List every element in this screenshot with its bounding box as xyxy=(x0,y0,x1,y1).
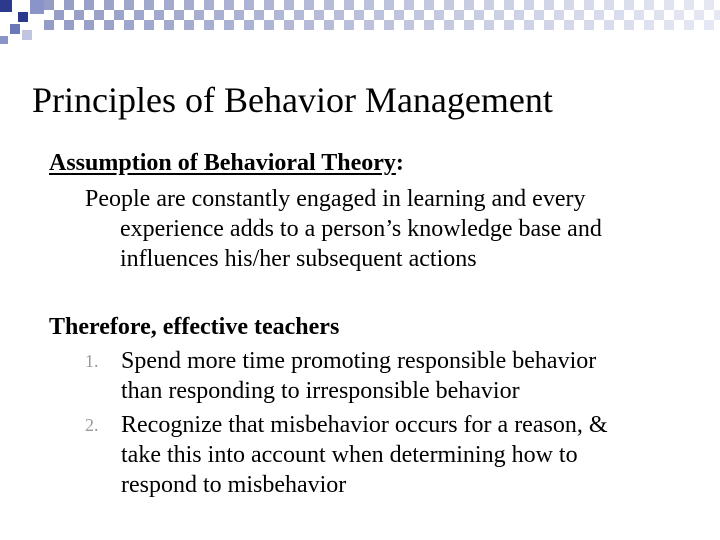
decorative-header-band xyxy=(0,0,720,50)
paragraph-line: People are constantly engaged in learning and every xyxy=(85,186,586,212)
assumption-paragraph xyxy=(85,184,685,274)
list-item xyxy=(85,410,685,500)
list-item-line: Recognize that misbehavior occurs for a reason, & xyxy=(121,412,608,438)
heading-therefore: Therefore, effective teachers xyxy=(49,314,340,340)
list-item-line: take this into account when determining how to xyxy=(121,442,578,468)
list-item-line: Spend more time promoting responsible behavior xyxy=(121,348,597,374)
list-item xyxy=(85,346,685,406)
list-item-line: respond to misbehavior xyxy=(121,472,347,498)
paragraph-line: influences his/her subsequent actions xyxy=(120,246,477,272)
list-number: 2. xyxy=(85,415,99,435)
list-item-line: than responding to irresponsible behavior xyxy=(121,378,520,404)
heading-assumption xyxy=(49,148,404,178)
list-number: 1. xyxy=(85,351,99,371)
heading-assumption-underlined: Assumption of Behavioral Theory xyxy=(49,150,396,176)
slide-title: Principles of Behavior Management xyxy=(32,80,553,120)
paragraph-line: experience adds to a person’s knowledge base and xyxy=(120,216,602,242)
heading-assumption-colon: : xyxy=(395,150,404,176)
